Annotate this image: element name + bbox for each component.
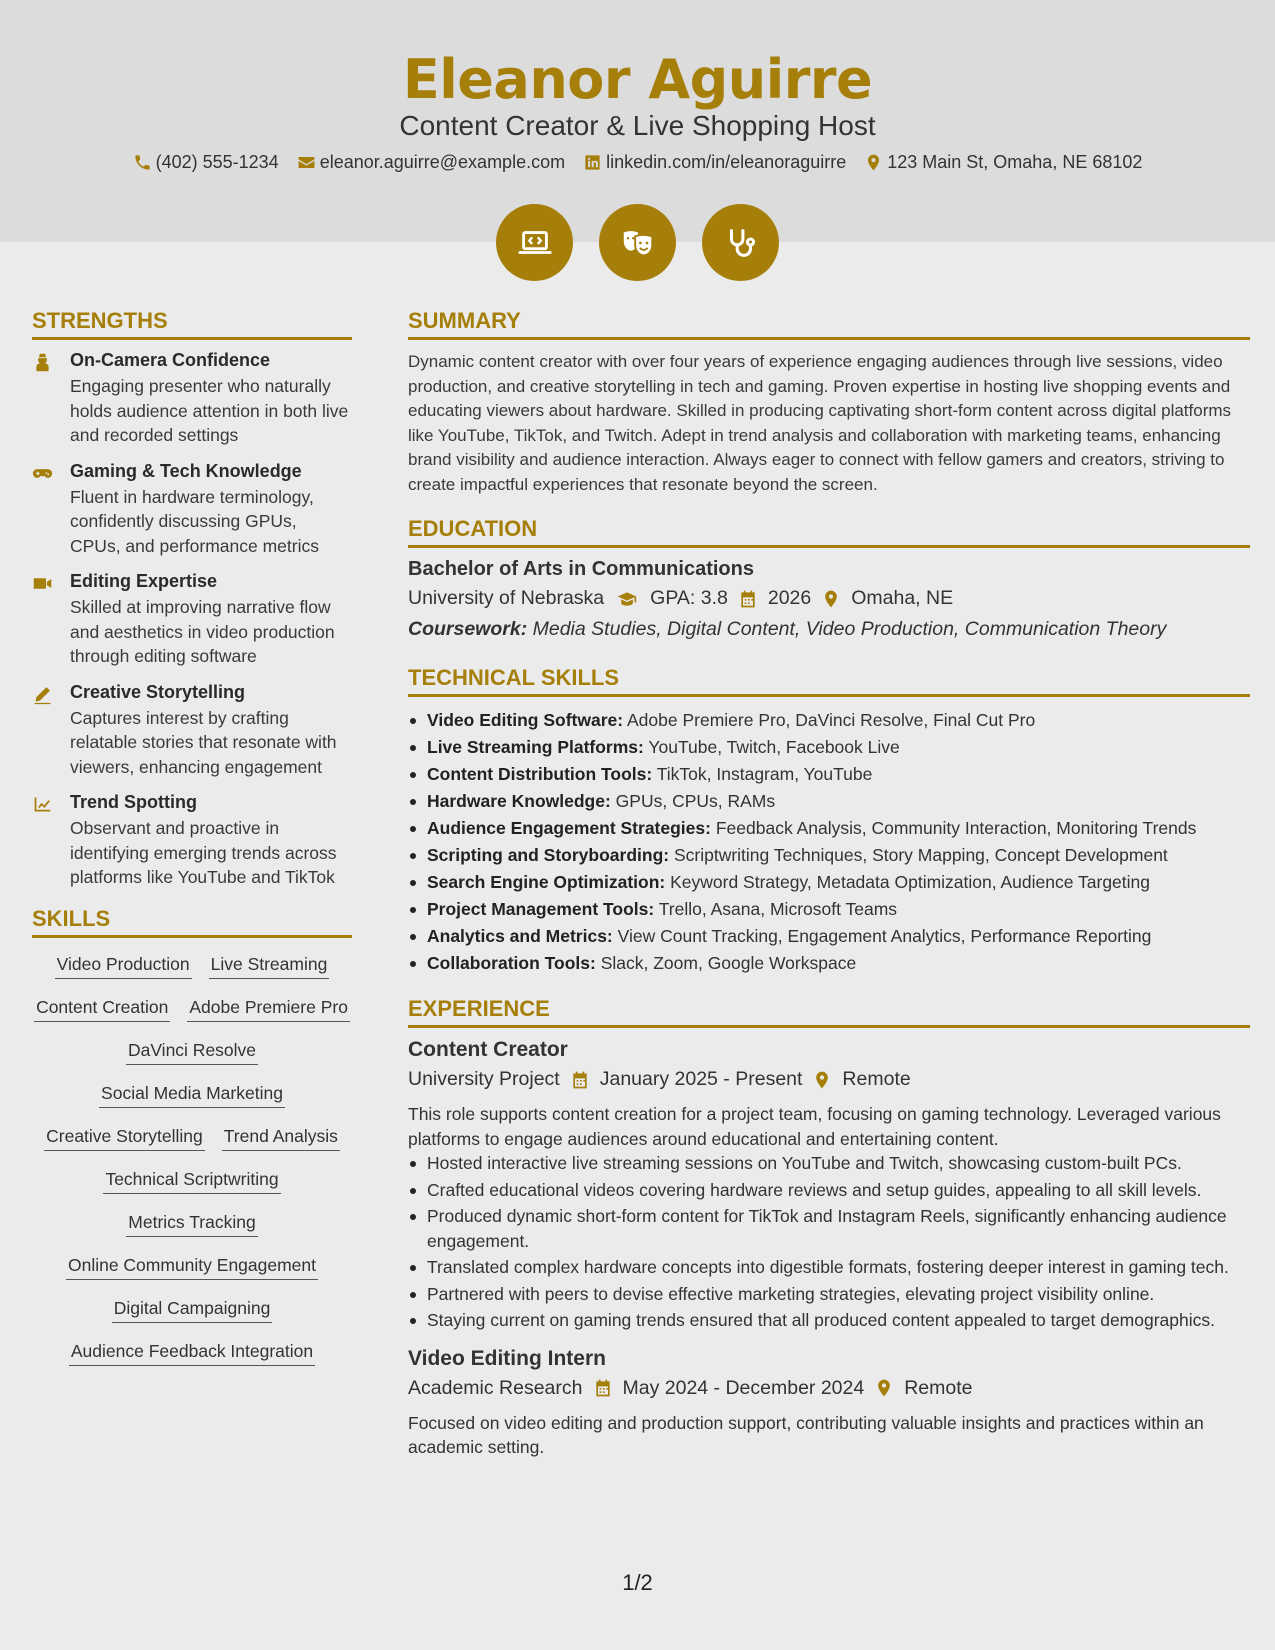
skill-tag: DaVinci Resolve — [126, 1040, 258, 1065]
strength-desc: Fluent in hardware terminology, confidently discussing GPUs, CPUs, and performance metrics — [70, 486, 319, 556]
list-item: Hardware Knowledge: GPUs, CPUs, RAMs — [408, 788, 1250, 815]
job-meta — [408, 1377, 1250, 1400]
strength-title: Editing Expertise — [70, 571, 218, 591]
education-school: University of Nebraska — [408, 587, 605, 609]
list-item: Scripting and Storyboarding: Scriptwriting Techniques, Story Mapping, Concept Development — [408, 842, 1250, 869]
skills-heading: SKILLS — [32, 906, 352, 938]
job-entry — [408, 1347, 1250, 1460]
person-icon — [32, 352, 53, 373]
education-gpa: GPA: 3.8 — [650, 587, 728, 609]
badge-row — [0, 204, 1275, 281]
map-marker-icon — [864, 153, 883, 172]
list-item: Hosted interactive live streaming sessions on YouTube and Twitch, showcasing custom-built PCs. — [408, 1151, 1250, 1176]
video-camera-icon — [32, 573, 53, 594]
strength-item — [32, 571, 352, 669]
summary-text: Dynamic content creator with over four years of experience engaging audiences through live sessions, video production, and creative storytelling in tech and gaming. Proven expertise in hosting live shopping events and educating viewers about hardware. Skilled in producing captivating short-form content across digital platforms like YouTube, TikTok, and Twitch. Adept in trend analysis and collaboration with marketing teams, enhancing brand visibility and audience interaction. Always eager to connect with fellow gamers and creators, striving to create impactful experiences that resonate beyond the screen. — [408, 352, 1232, 494]
skill-tag: Adobe Premiere Pro — [187, 997, 350, 1022]
strengths-heading: STRENGTHS — [32, 308, 352, 340]
stethoscope-badge — [702, 204, 779, 281]
coursework-list: Media Studies, Digital Content, Video Production, Communication Theory — [532, 618, 1167, 640]
linkedin-text: linkedin.com/in/eleanoraguirre — [606, 152, 847, 172]
job-org: University Project — [408, 1068, 560, 1090]
list-item: Project Management Tools: Trello, Asana, Microsoft Teams — [408, 896, 1250, 923]
linkedin-icon — [583, 153, 602, 172]
candidate-title: Content Creator & Live Shopping Host — [399, 110, 876, 141]
list-item: Audience Engagement Strategies: Feedback Analysis, Community Interaction, Monitoring Trends — [408, 815, 1250, 842]
job-title: Content Creator — [408, 1038, 568, 1061]
job-description: Focused on video editing and production support, contributing valuable insights and practices within an academic setting. — [408, 1412, 1204, 1457]
job-location: Remote — [904, 1376, 973, 1399]
strength-title: Trend Spotting — [70, 792, 197, 812]
skill-tag: Video Production — [55, 954, 192, 979]
laptop-code-badge — [496, 204, 573, 281]
education-location: Omaha, NE — [851, 587, 954, 609]
strength-item — [32, 461, 352, 559]
contact-address — [864, 152, 1142, 173]
strength-item — [32, 682, 352, 780]
job-bullets — [408, 1151, 1250, 1333]
left-column — [32, 308, 352, 1366]
laptop-code-icon — [516, 224, 554, 262]
skill-tag: Audience Feedback Integration — [69, 1341, 315, 1366]
list-item: Live Streaming Platforms: YouTube, Twitch, Facebook Live — [408, 734, 1250, 761]
graduation-cap-icon — [614, 589, 640, 609]
list-item: Partnered with peers to devise effective marketing strategies, elevating project visibility online. — [408, 1282, 1250, 1307]
map-marker-icon — [874, 1378, 894, 1398]
candidate-name: Eleanor Aguirre — [402, 48, 873, 111]
list-item: Produced dynamic short-form content for TikTok and Instagram Reels, significantly enhancing audience engagement. — [408, 1204, 1250, 1253]
calendar-icon — [593, 1378, 613, 1398]
job-description: This role supports content creation for a project team, focusing on gaming technology. Leveraged various platforms to engage audiences around educational and entertaining content. — [408, 1104, 1221, 1149]
skill-tag: Digital Campaigning — [112, 1298, 273, 1323]
contact-email[interactable] — [297, 152, 565, 173]
job-meta — [408, 1068, 1250, 1091]
strength-title: Gaming & Tech Knowledge — [70, 460, 302, 481]
skill-tag: Online Community Engagement — [66, 1255, 318, 1280]
list-item: Analytics and Metrics: View Count Tracking, Engagement Analytics, Performance Reporting — [408, 923, 1250, 950]
strength-desc: Skilled at improving narrative flow and aesthetics in video production through editing software — [70, 597, 335, 666]
job-dates: May 2024 - December 2024 — [622, 1376, 865, 1399]
education-year: 2026 — [767, 587, 812, 609]
list-item: Staying current on gaming trends ensured that all produced content appealed to target demographics. — [408, 1308, 1250, 1333]
coursework — [408, 618, 1250, 641]
page-number: 1/2 — [622, 1570, 653, 1595]
calendar-icon — [738, 589, 758, 609]
job-title: Video Editing Intern — [408, 1346, 606, 1370]
map-marker-icon — [812, 1070, 832, 1090]
strength-desc: Engaging presenter who naturally holds audience attention in both live and recorded settings — [70, 376, 349, 445]
job-dates: January 2025 - Present — [599, 1068, 803, 1090]
envelope-icon — [297, 153, 316, 172]
experience-heading: EXPERIENCE — [408, 996, 1250, 1028]
contact-phone[interactable] — [133, 152, 279, 173]
list-item: Crafted educational videos covering hardware reviews and setup guides, appealing to all skill levels. — [408, 1178, 1250, 1203]
strength-desc: Captures interest by crafting relatable stories that resonate with viewers, enhancing engagement — [70, 707, 337, 777]
skill-tag: Technical Scriptwriting — [103, 1169, 280, 1194]
contact-linkedin[interactable] — [583, 152, 846, 173]
skills-list — [32, 948, 352, 1366]
list-item: Video Editing Software: Adobe Premiere Pro, DaVinci Resolve, Final Cut Pro — [408, 707, 1250, 734]
strength-title: Creative Storytelling — [70, 681, 246, 702]
coursework-label: Coursework: — [408, 618, 528, 640]
pencil-icon — [32, 684, 53, 705]
job-org: Academic Research — [408, 1376, 583, 1399]
phone-icon — [133, 153, 152, 172]
map-marker-icon — [821, 589, 841, 609]
job-location: Remote — [842, 1068, 911, 1090]
summary-heading: SUMMARY — [408, 308, 1250, 340]
education-heading: EDUCATION — [408, 516, 1250, 548]
education-meta — [408, 587, 1250, 610]
theater-masks-icon — [619, 224, 657, 262]
strength-desc: Observant and proactive in identifying emerging trends across platforms like YouTube and TikTok — [70, 818, 337, 887]
phone-text: (402) 555-1234 — [155, 152, 279, 172]
strength-title: On-Camera Confidence — [70, 350, 271, 370]
job-entry — [408, 1038, 1250, 1333]
strength-item — [32, 350, 352, 448]
calendar-icon — [570, 1070, 590, 1090]
list-item: Collaboration Tools: Slack, Zoom, Google Workspace — [408, 950, 1250, 977]
gamepad-icon — [32, 463, 53, 484]
address-text: 123 Main St, Omaha, NE 68102 — [887, 152, 1143, 172]
skill-tag: Trend Analysis — [222, 1126, 340, 1151]
skill-tag: Live Streaming — [209, 954, 330, 979]
strength-item — [32, 792, 352, 890]
education-degree: Bachelor of Arts in Communications — [408, 558, 754, 580]
technical-skills-list — [408, 707, 1250, 977]
theater-masks-badge — [599, 204, 676, 281]
contact-bar — [0, 152, 1275, 173]
stethoscope-icon — [722, 224, 760, 262]
list-item: Content Distribution Tools: TikTok, Instagram, YouTube — [408, 761, 1250, 788]
right-column — [408, 308, 1250, 1460]
skill-tag: Content Creation — [34, 997, 170, 1022]
list-item: Search Engine Optimization: Keyword Strategy, Metadata Optimization, Audience Targeting — [408, 869, 1250, 896]
technical-skills-heading: TECHNICAL SKILLS — [408, 665, 1250, 697]
email-text: eleanor.aguirre@example.com — [319, 152, 566, 172]
list-item: Translated complex hardware concepts into digestible formats, fostering deeper interest in gaming tech. — [408, 1255, 1250, 1280]
skill-tag: Creative Storytelling — [44, 1126, 205, 1151]
skill-tag: Metrics Tracking — [126, 1212, 257, 1237]
skill-tag: Social Media Marketing — [99, 1083, 285, 1108]
chart-line-icon — [32, 794, 53, 815]
